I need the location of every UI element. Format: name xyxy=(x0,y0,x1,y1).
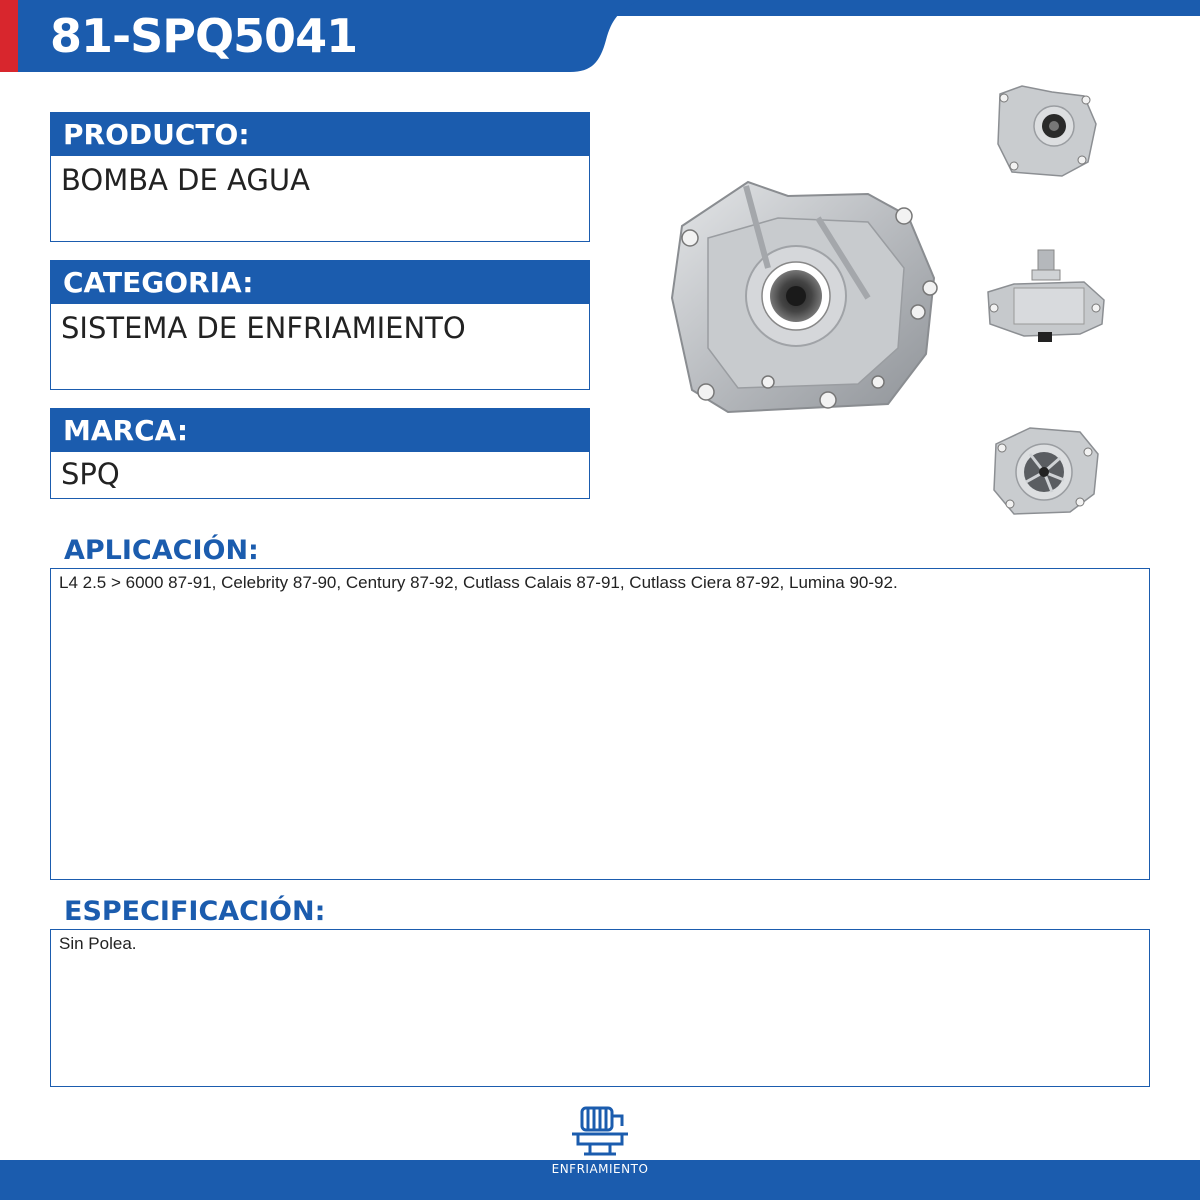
cooling-fan-icon xyxy=(568,1104,632,1160)
marca-label: MARCA: xyxy=(50,408,590,452)
categoria-label: CATEGORIA: xyxy=(50,260,590,304)
producto-value: BOMBA DE AGUA xyxy=(50,156,590,242)
product-thumbnail-1[interactable] xyxy=(992,84,1100,178)
category-badge xyxy=(540,1100,660,1186)
aplicacion-title: APLICACIÓN: xyxy=(64,535,259,566)
producto-label: PRODUCTO: xyxy=(50,112,590,156)
especificacion-text: Sin Polea. xyxy=(50,929,1150,1087)
producto-field xyxy=(50,112,590,242)
product-thumbnail-2[interactable] xyxy=(984,248,1108,344)
marca-field xyxy=(50,408,590,499)
part-number-title: 81-SPQ5041 xyxy=(50,9,358,63)
especificacion-title: ESPECIFICACIÓN: xyxy=(64,896,326,927)
categoria-field xyxy=(50,260,590,390)
product-photo-main[interactable] xyxy=(668,178,948,414)
product-thumbnail-3[interactable] xyxy=(990,424,1102,516)
category-badge-label: ENFRIAMIENTO xyxy=(551,1162,649,1176)
categoria-value: SISTEMA DE ENFRIAMIENTO xyxy=(50,304,590,390)
marca-value: SPQ xyxy=(50,452,590,499)
aplicacion-text: L4 2.5 > 6000 87-91, Celebrity 87-90, Century 87-92, Cutlass Calais 87-91, Cutlass Ciera 87-92, Lumina 90-92. xyxy=(50,568,1150,880)
